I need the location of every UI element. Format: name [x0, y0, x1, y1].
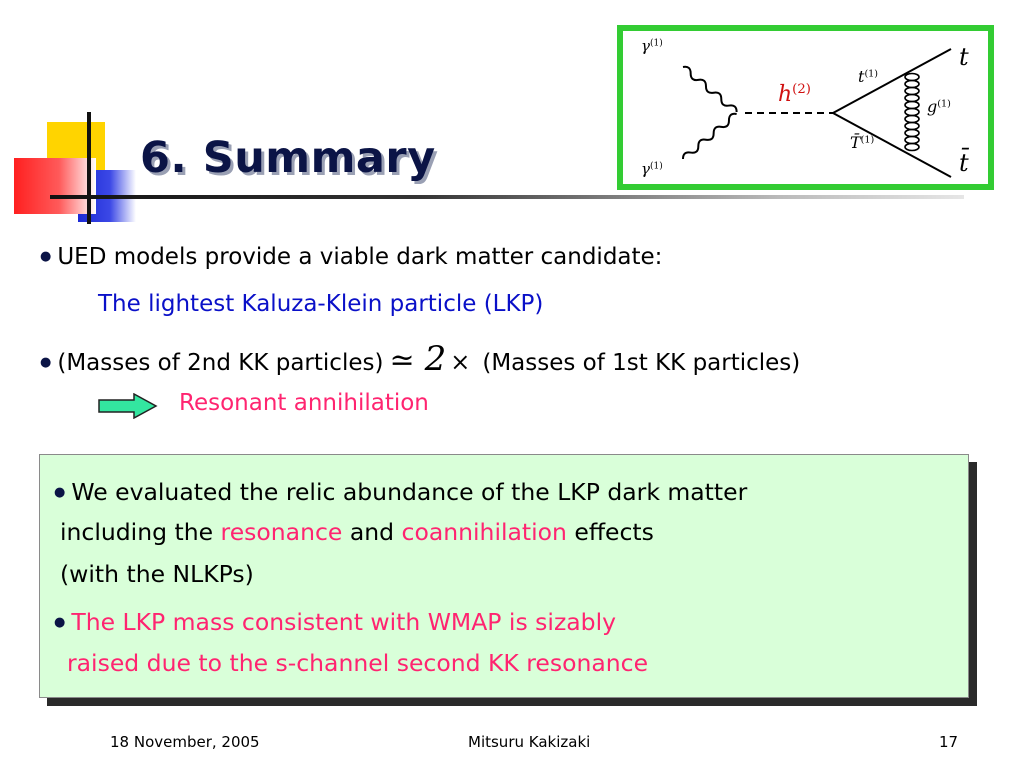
photon-bottom-line	[681, 112, 738, 162]
coannihilation-word: coannihilation	[401, 518, 567, 546]
photon-top-line	[681, 65, 738, 115]
kk-top-label: $t^{(1)}$	[858, 67, 879, 86]
top-label: t	[959, 43, 969, 71]
bullet-dot: ●	[54, 615, 66, 630]
logo-vertical-bar	[87, 112, 91, 224]
box-point-wmap: ● The LKP mass consistent with WMAP is sizably	[54, 608, 617, 636]
bullet-dot: ●	[40, 249, 52, 264]
bullet-dot: ●	[54, 485, 66, 500]
approx-symbol: ≃	[389, 343, 415, 378]
bullet-ued: ● UED models provide a viable dark matter candidate:	[40, 244, 663, 270]
photon-bottom-label: $\gamma^{(1)}$	[641, 160, 663, 178]
resonance-word: resonance	[220, 518, 343, 546]
footer-author: Mitsuru Kakizaki	[468, 733, 591, 751]
title-underline	[50, 195, 964, 199]
resonant-annihilation: Resonant annihilation	[179, 390, 429, 416]
kk-antitop-label: T̄$^{(1)}$	[850, 133, 875, 152]
box-point-relic-line2: including the resonance and coannihilation effects	[60, 518, 654, 546]
page-number: 17	[939, 733, 959, 751]
photon-top-label: $\gamma^{(1)}$	[641, 37, 663, 55]
bullet-dot: ●	[40, 355, 52, 370]
right-arrow-icon	[98, 393, 158, 419]
gluon-line	[905, 74, 919, 151]
box-point-wmap-line2: raised due to the s-channel second KK resonance	[67, 649, 649, 677]
box-point-relic-line3: (with the NLKPs)	[60, 560, 254, 588]
lkp-candidate: The lightest Kaluza-Klein particle (LKP)	[98, 291, 544, 317]
feynman-diagram	[617, 25, 994, 190]
higgs-label: $h^{(2)}$	[778, 81, 811, 107]
box-point-relic: ● We evaluated the relic abundance of the LKP dark matter	[54, 478, 748, 506]
antitop-label: t̄	[959, 149, 969, 177]
logo-red-square	[14, 158, 96, 214]
times-symbol: ×	[450, 348, 471, 376]
gluon-label: $g^{(1)}$	[927, 97, 951, 116]
page-title: 6. Summary	[140, 133, 436, 183]
footer-date: 18 November, 2005	[110, 733, 260, 751]
bullet-masses: ● (Masses of 2nd KK particles) ≃ 2 × (Masses of 1st KK particles)	[40, 339, 801, 379]
factor-two: 2	[424, 339, 447, 379]
